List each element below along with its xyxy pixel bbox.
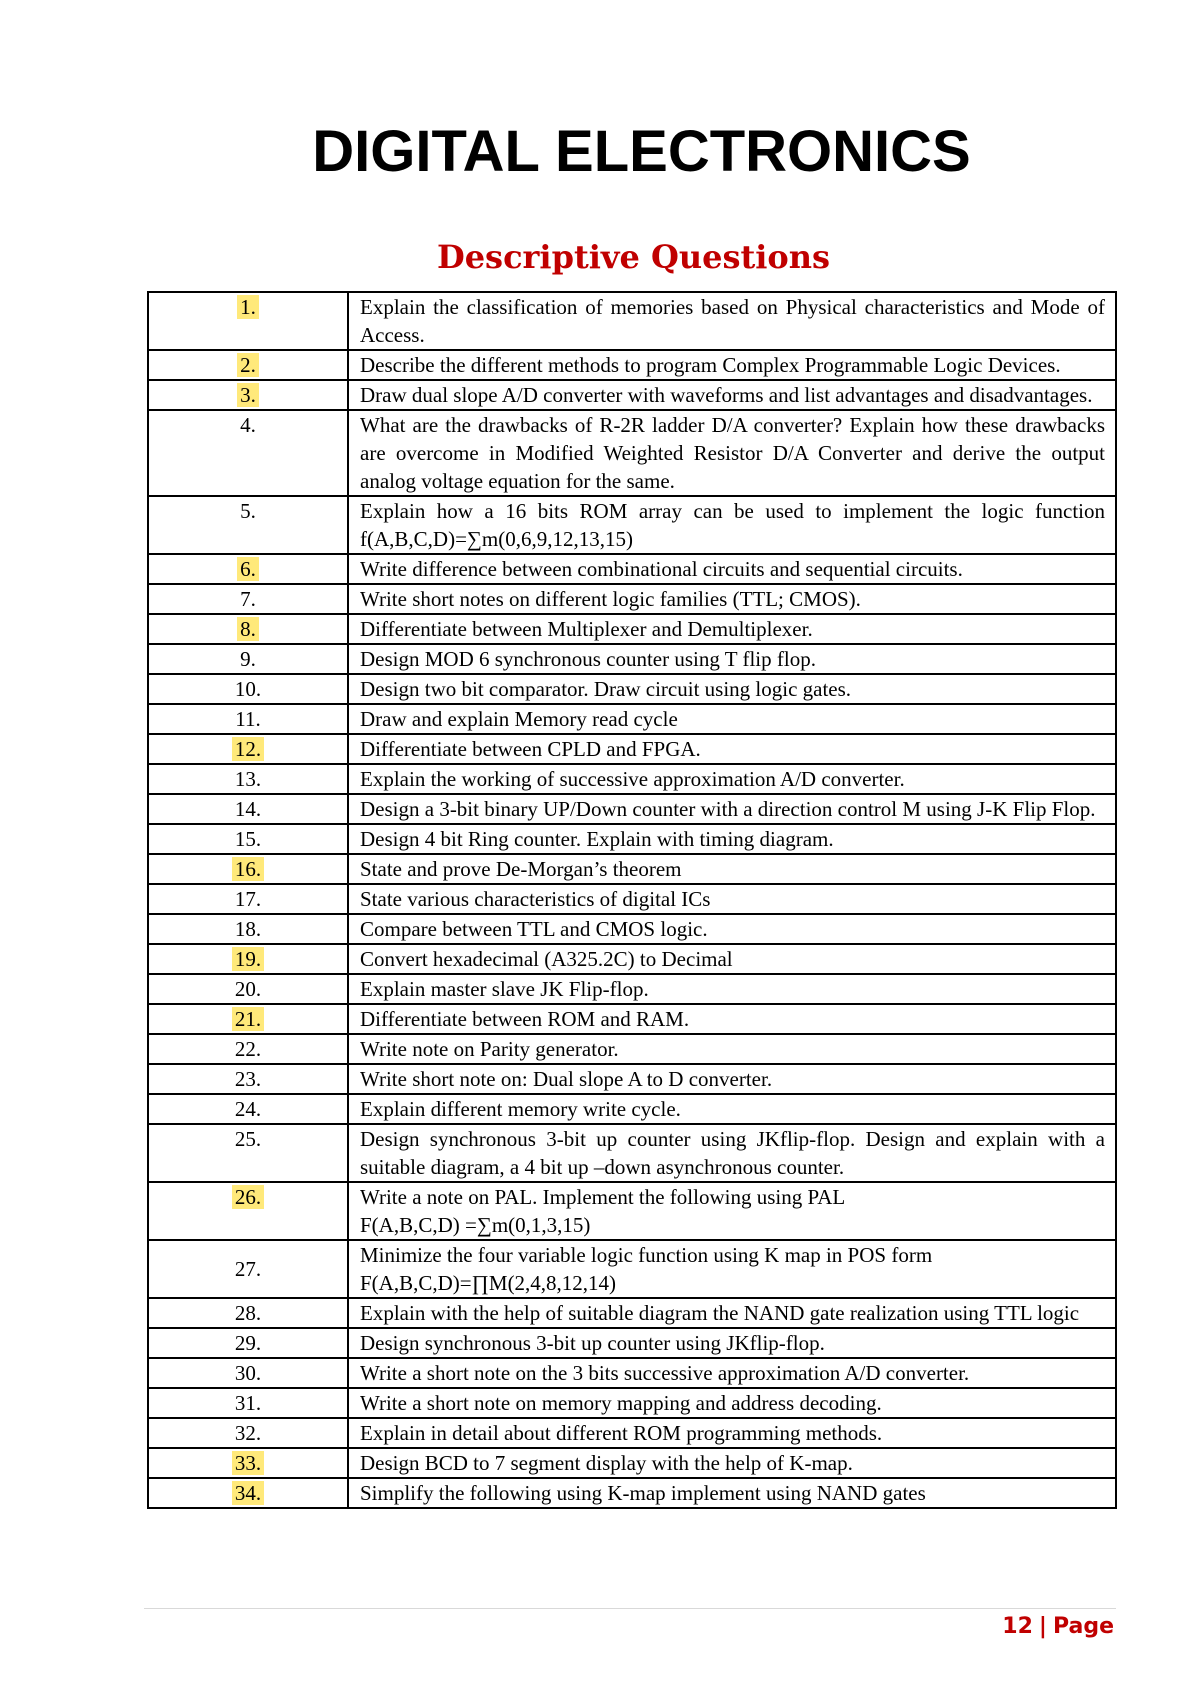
question-row bbox=[148, 1358, 1116, 1388]
question-row bbox=[148, 944, 1116, 974]
question-number-cell bbox=[148, 944, 348, 974]
question-number: 7. bbox=[240, 587, 256, 611]
question-number: 33. bbox=[232, 1451, 264, 1475]
question-text: Draw dual slope A/D converter with waveforms and list advantages and disadvantages. bbox=[348, 380, 1116, 410]
question-row bbox=[148, 584, 1116, 614]
question-number: 24. bbox=[234, 1097, 262, 1121]
question-text: Minimize the four variable logic function using K map in POS form F(A,B,C,D)=∏M(2,4,8,12,14) bbox=[348, 1240, 1116, 1298]
questions-table bbox=[147, 291, 1117, 1509]
question-number-cell bbox=[148, 410, 348, 496]
question-number: 20. bbox=[234, 977, 262, 1001]
question-text: Compare between TTL and CMOS logic. bbox=[348, 914, 1116, 944]
question-number: 3. bbox=[237, 383, 259, 407]
question-number: 4. bbox=[240, 413, 256, 437]
question-text: Explain how a 16 bits ROM array can be used to implement the logic function f(A,B,C,D)=∑m(0,6,9,12,13,15) bbox=[348, 496, 1116, 554]
question-row bbox=[148, 914, 1116, 944]
question-row bbox=[148, 350, 1116, 380]
footer-divider bbox=[144, 1608, 1116, 1609]
question-row bbox=[148, 1388, 1116, 1418]
question-row bbox=[148, 1064, 1116, 1094]
question-number: 12. bbox=[232, 737, 264, 761]
question-number-cell bbox=[148, 1182, 348, 1240]
question-number: 32. bbox=[234, 1421, 262, 1445]
question-row bbox=[148, 1034, 1116, 1064]
question-number: 18. bbox=[234, 917, 262, 941]
question-number-cell bbox=[148, 644, 348, 674]
questions-table-body bbox=[148, 292, 1116, 1508]
question-row bbox=[148, 614, 1116, 644]
question-text: Write a short note on the 3 bits successive approximation A/D converter. bbox=[348, 1358, 1116, 1388]
question-row bbox=[148, 674, 1116, 704]
question-text: Design 4 bit Ring counter. Explain with timing diagram. bbox=[348, 824, 1116, 854]
question-text: State and prove De-Morgan’s theorem bbox=[348, 854, 1116, 884]
question-text: Differentiate between Multiplexer and Demultiplexer. bbox=[348, 614, 1116, 644]
question-row bbox=[148, 1182, 1116, 1240]
question-number: 2. bbox=[237, 353, 259, 377]
footer-separator: | bbox=[1038, 1614, 1047, 1639]
question-text: Explain different memory write cycle. bbox=[348, 1094, 1116, 1124]
question-number-cell bbox=[148, 884, 348, 914]
question-number: 19. bbox=[232, 947, 264, 971]
question-row bbox=[148, 1328, 1116, 1358]
question-number-cell bbox=[148, 1298, 348, 1328]
question-row bbox=[148, 1298, 1116, 1328]
question-text: What are the drawbacks of R-2R ladder D/A converter? Explain how these drawbacks are overcome in Modified Weighted Resistor D/A Converter and derive the output analog voltage equation for the same. bbox=[348, 410, 1116, 496]
question-row bbox=[148, 292, 1116, 350]
question-text: Explain the classification of memories based on Physical characteristics and Mode of Access. bbox=[348, 292, 1116, 350]
question-row bbox=[148, 734, 1116, 764]
question-text: Design MOD 6 synchronous counter using T flip flop. bbox=[348, 644, 1116, 674]
question-number-cell bbox=[148, 1328, 348, 1358]
question-number: 25. bbox=[234, 1127, 262, 1151]
page-label: Page bbox=[1052, 1614, 1114, 1639]
question-text: Write difference between combinational circuits and sequential circuits. bbox=[348, 554, 1116, 584]
question-text: Write short notes on different logic families (TTL; CMOS). bbox=[348, 584, 1116, 614]
question-row bbox=[148, 554, 1116, 584]
question-number: 6. bbox=[237, 557, 259, 581]
question-row bbox=[148, 884, 1116, 914]
question-row bbox=[148, 1094, 1116, 1124]
question-number: 30. bbox=[234, 1361, 262, 1385]
question-number: 27. bbox=[234, 1257, 262, 1281]
question-number-cell bbox=[148, 1124, 348, 1182]
question-row bbox=[148, 764, 1116, 794]
question-row bbox=[148, 1418, 1116, 1448]
question-number: 11. bbox=[235, 707, 261, 731]
question-number-cell bbox=[148, 554, 348, 584]
question-text: Explain with the help of suitable diagram the NAND gate realization using TTL logic bbox=[348, 1298, 1116, 1328]
question-text: Explain the working of successive approximation A/D converter. bbox=[348, 764, 1116, 794]
page-title: DIGITAL ELECTRONICS bbox=[312, 119, 971, 184]
question-number: 17. bbox=[234, 887, 262, 911]
question-number: 31. bbox=[234, 1391, 262, 1415]
question-text: Differentiate between CPLD and FPGA. bbox=[348, 734, 1116, 764]
question-text: Write short note on: Dual slope A to D converter. bbox=[348, 1064, 1116, 1094]
question-row bbox=[148, 1478, 1116, 1508]
question-number-cell bbox=[148, 854, 348, 884]
question-text: Design two bit comparator. Draw circuit using logic gates. bbox=[348, 674, 1116, 704]
question-text: Explain in detail about different ROM programming methods. bbox=[348, 1418, 1116, 1448]
question-text: Write note on Parity generator. bbox=[348, 1034, 1116, 1064]
question-text: Design BCD to 7 segment display with the help of K-map. bbox=[348, 1448, 1116, 1478]
question-number: 13. bbox=[234, 767, 262, 791]
question-number: 14. bbox=[234, 797, 262, 821]
section-title: Descriptive Questions bbox=[436, 238, 831, 276]
question-row bbox=[148, 1004, 1116, 1034]
question-number-cell bbox=[148, 1064, 348, 1094]
question-number-cell bbox=[148, 704, 348, 734]
question-row bbox=[148, 496, 1116, 554]
question-number-cell bbox=[148, 1388, 348, 1418]
question-number: 10. bbox=[234, 677, 262, 701]
question-number-cell bbox=[148, 1448, 348, 1478]
question-row bbox=[148, 380, 1116, 410]
question-number-cell bbox=[148, 380, 348, 410]
question-text: Design synchronous 3-bit up counter using JKflip-flop. bbox=[348, 1328, 1116, 1358]
question-number: 15. bbox=[234, 827, 262, 851]
question-row bbox=[148, 410, 1116, 496]
question-number-cell bbox=[148, 1240, 348, 1298]
question-text: Write a note on PAL. Implement the following using PAL F(A,B,C,D) =∑m(0,1,3,15) bbox=[348, 1182, 1116, 1240]
question-number-cell bbox=[148, 1478, 348, 1508]
question-text: Simplify the following using K-map implement using NAND gates bbox=[348, 1478, 1116, 1508]
question-row bbox=[148, 1240, 1116, 1298]
question-number-cell bbox=[148, 496, 348, 554]
question-row bbox=[148, 644, 1116, 674]
question-number-cell bbox=[148, 1418, 348, 1448]
question-number: 34. bbox=[232, 1481, 264, 1505]
question-row bbox=[148, 1448, 1116, 1478]
question-text: Describe the different methods to program Complex Programmable Logic Devices. bbox=[348, 350, 1116, 380]
question-number: 16. bbox=[232, 857, 264, 881]
question-text: Explain master slave JK Flip-flop. bbox=[348, 974, 1116, 1004]
question-number-cell bbox=[148, 914, 348, 944]
question-number-cell bbox=[148, 1034, 348, 1064]
question-number: 29. bbox=[234, 1331, 262, 1355]
question-number: 5. bbox=[240, 499, 256, 523]
question-number: 23. bbox=[234, 1067, 262, 1091]
question-row bbox=[148, 854, 1116, 884]
question-number-cell bbox=[148, 734, 348, 764]
question-number: 28. bbox=[234, 1301, 262, 1325]
question-row bbox=[148, 794, 1116, 824]
question-number-cell bbox=[148, 794, 348, 824]
question-number-cell bbox=[148, 1094, 348, 1124]
question-number-cell bbox=[148, 824, 348, 854]
question-text: Convert hexadecimal (A325.2C) to Decimal bbox=[348, 944, 1116, 974]
question-number-cell bbox=[148, 584, 348, 614]
question-text: Design a 3-bit binary UP/Down counter with a direction control M using J-K Flip Flop. bbox=[348, 794, 1116, 824]
question-text: Design synchronous 3-bit up counter using JKflip-flop. Design and explain with a suitable diagram, a 4 bit up –down asynchronous counter. bbox=[348, 1124, 1116, 1182]
question-text: Differentiate between ROM and RAM. bbox=[348, 1004, 1116, 1034]
question-number: 22. bbox=[234, 1037, 262, 1061]
question-row bbox=[148, 974, 1116, 1004]
question-number: 1. bbox=[237, 295, 259, 319]
question-row bbox=[148, 704, 1116, 734]
page-footer bbox=[1002, 1614, 1114, 1639]
question-number: 21. bbox=[232, 1007, 264, 1031]
question-row bbox=[148, 824, 1116, 854]
question-number-cell bbox=[148, 350, 348, 380]
page-number: 12 bbox=[1002, 1614, 1033, 1639]
question-number: 26. bbox=[232, 1185, 264, 1209]
question-number-cell bbox=[148, 1004, 348, 1034]
question-text: State various characteristics of digital ICs bbox=[348, 884, 1116, 914]
question-number: 9. bbox=[240, 647, 256, 671]
question-number-cell bbox=[148, 1358, 348, 1388]
question-number: 8. bbox=[237, 617, 259, 641]
question-text: Write a short note on memory mapping and address decoding. bbox=[348, 1388, 1116, 1418]
question-number-cell bbox=[148, 292, 348, 350]
question-number-cell bbox=[148, 614, 348, 644]
question-text: Draw and explain Memory read cycle bbox=[348, 704, 1116, 734]
question-row bbox=[148, 1124, 1116, 1182]
question-number-cell bbox=[148, 974, 348, 1004]
question-number-cell bbox=[148, 674, 348, 704]
question-number-cell bbox=[148, 764, 348, 794]
